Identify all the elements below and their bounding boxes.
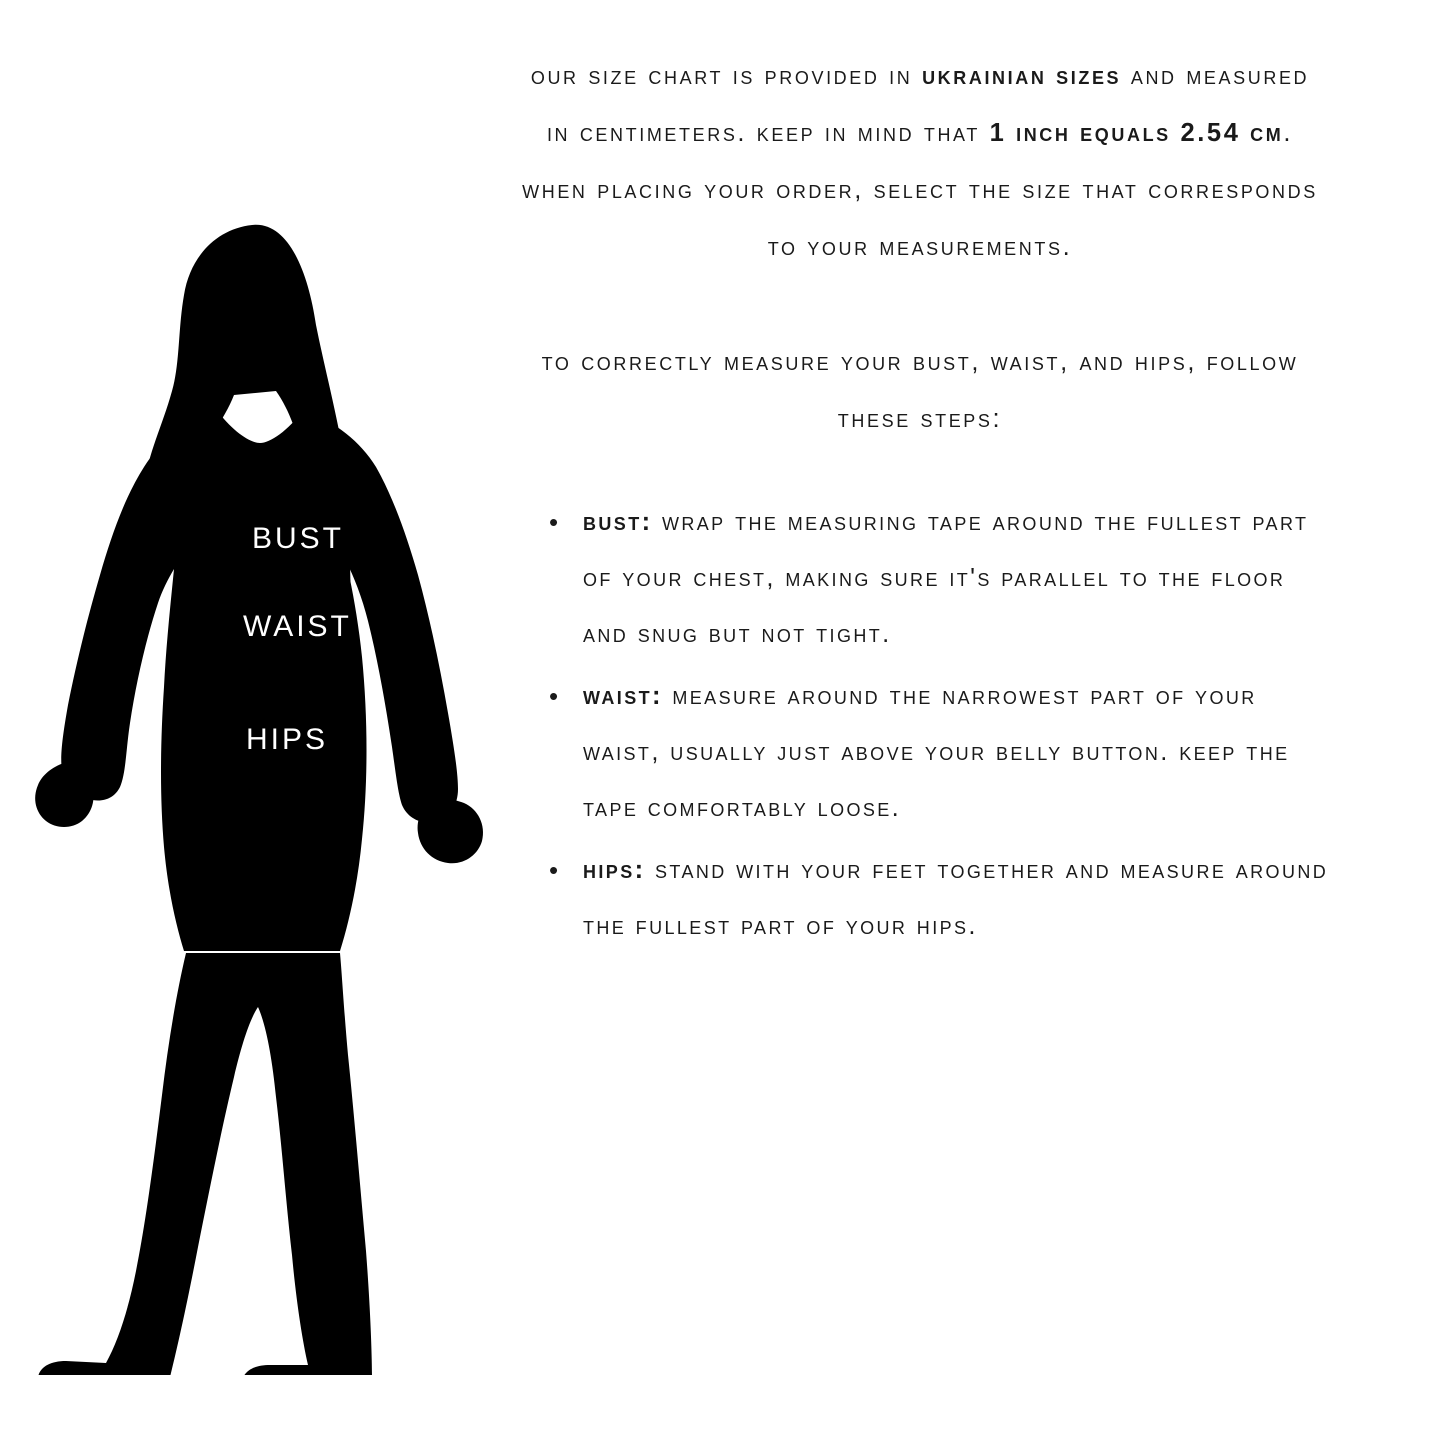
list-item: [549, 668, 1335, 836]
intro-paragraph: [515, 48, 1325, 276]
figure-label-hips: HIPS: [246, 723, 329, 756]
step-term-bust: bust:: [583, 508, 653, 536]
step-text-hips: stand with your feet together and measure around the fullest part of your hips.: [583, 856, 1329, 940]
intro-part-3: . when placing your order, select the size that corresponds to your measurements.: [522, 119, 1318, 261]
intro-bold-ukrainian-sizes: ukrainian sizes: [922, 62, 1122, 90]
figure-column: [0, 0, 500, 1445]
body-silhouette-illustration: [20, 195, 500, 1375]
step-text-waist: measure around the narrowest part of your waist, usually just above your belly button. keep the tape comfortably loose.: [583, 682, 1290, 822]
intro-part-2: and measured in centimeters. keep in mind that: [546, 62, 1310, 147]
step-term-hips: hips:: [583, 856, 646, 884]
intro-part-1: our size chart is provided in: [530, 62, 923, 90]
measurement-steps-list: [505, 494, 1335, 954]
figure-label-waist: WAIST: [243, 610, 352, 643]
instructions-column: [505, 0, 1335, 960]
intro-bold-inch-conversion: 1 inch equals 2.54 cm: [989, 119, 1284, 147]
list-item: [549, 842, 1335, 954]
figure-label-bust: BUST: [252, 522, 345, 555]
list-item: [549, 494, 1335, 662]
step-text-bust: wrap the measuring tape around the fullest part of your chest, making sure it's parallel to the floor and snug but not tight.: [583, 508, 1309, 648]
steps-lead-paragraph: to correctly measure your bust, waist, and hips, follow these steps:: [541, 348, 1299, 433]
step-term-waist: waist:: [583, 682, 663, 710]
